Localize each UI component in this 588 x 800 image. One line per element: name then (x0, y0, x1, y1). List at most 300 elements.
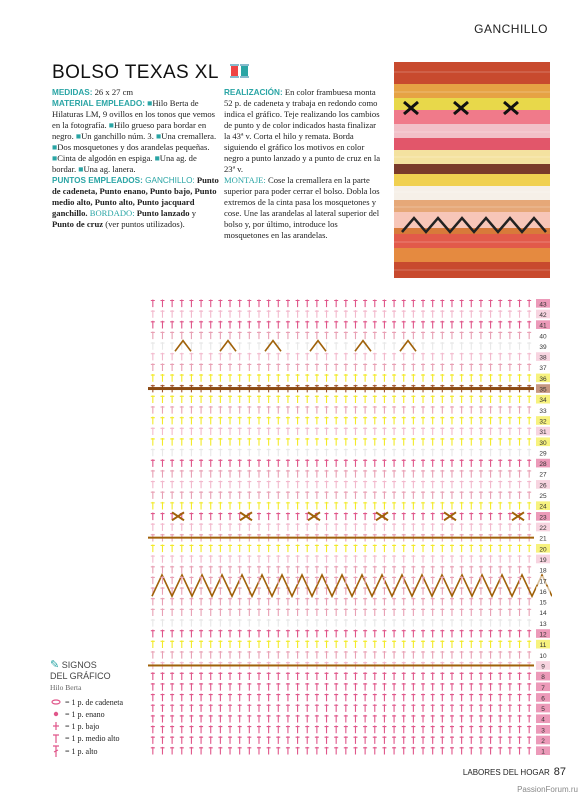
stitch-mark (218, 715, 222, 723)
instructions-column (224, 87, 384, 241)
stitch-mark (421, 694, 425, 702)
stitch-mark (151, 555, 155, 563)
round-number: 31 (539, 429, 547, 437)
stitch-mark (382, 300, 386, 308)
stitch-mark (489, 395, 493, 403)
stitch-mark (392, 715, 396, 723)
stitch-mark (353, 640, 357, 648)
chart-round (151, 299, 550, 308)
stitch-mark (170, 331, 174, 339)
stitch-mark (518, 587, 522, 595)
stitch-mark (199, 726, 203, 734)
stitch-mark (392, 555, 396, 563)
stitch-mark (286, 481, 290, 489)
stitch-mark (508, 747, 512, 755)
stitch-mark (305, 598, 309, 606)
stitch-mark (344, 363, 348, 371)
stitch-mark (479, 363, 483, 371)
stitch-mark (160, 502, 164, 510)
stitch-mark (334, 513, 338, 521)
stitch-mark (257, 427, 261, 435)
stitch-mark (508, 395, 512, 403)
stitch-mark (180, 395, 184, 403)
stitch-mark (527, 704, 531, 712)
stitch-mark (218, 726, 222, 734)
stitch-mark (325, 704, 329, 712)
stitch-mark (257, 481, 261, 489)
stitch-mark (469, 513, 473, 521)
stitch-mark (498, 704, 502, 712)
watermark: PassionForum.ru (517, 785, 578, 794)
stitch-mark (334, 544, 338, 552)
stitch-mark (286, 566, 290, 574)
stitch-mark (527, 395, 531, 403)
stitch-mark (498, 630, 502, 638)
stitch-mark (160, 736, 164, 744)
legend-item-label: = 1 p. enano (65, 710, 105, 719)
stitch-mark (440, 566, 444, 574)
stitch-mark (450, 555, 454, 563)
stitch-mark (199, 630, 203, 638)
material-item: Cinta de algodón en espiga. (57, 153, 153, 163)
stitch-mark (160, 331, 164, 339)
stitch-mark (518, 736, 522, 744)
stitch-mark (498, 459, 502, 467)
stitch-mark (353, 630, 357, 638)
stitch-mark (469, 736, 473, 744)
stitch-mark (479, 438, 483, 446)
stitch-mark (267, 353, 271, 361)
stitch-mark (411, 449, 415, 457)
stitch-mark (334, 321, 338, 329)
round-number: 38 (539, 354, 547, 362)
stitch-mark (151, 523, 155, 531)
stitch-mark (440, 747, 444, 755)
legend-title-1: SIGNOS (61, 660, 97, 670)
stitch-mark (209, 449, 213, 457)
stitch-mark (460, 491, 464, 499)
stitch-mark (180, 363, 184, 371)
stitch-mark (440, 459, 444, 467)
stitch-mark (247, 566, 251, 574)
stitch-mark (267, 523, 271, 531)
stitch-mark (286, 374, 290, 382)
stitch-mark (160, 321, 164, 329)
legend-item-label: = 1 p. de cadeneta (65, 698, 124, 707)
stitch-mark (363, 310, 367, 318)
stitch-mark (228, 449, 232, 457)
stitch-mark (170, 747, 174, 755)
stitch-mark (469, 342, 473, 350)
stitch-mark (353, 417, 357, 425)
stitch-mark (440, 438, 444, 446)
material-item: Una cremallera. (161, 131, 217, 141)
stitch-mark (180, 353, 184, 361)
stitch-mark (411, 513, 415, 521)
stitch-mark (489, 523, 493, 531)
stitch-mark (402, 310, 406, 318)
stitch-mark (189, 630, 193, 638)
stitch-mark (160, 566, 164, 574)
stitch-mark (160, 672, 164, 680)
round-number: 21 (539, 535, 547, 543)
stitch-mark (315, 331, 319, 339)
stitch-mark (431, 672, 435, 680)
stitch-mark (479, 523, 483, 531)
stitch-mark (296, 672, 300, 680)
stitch-mark (411, 406, 415, 414)
stitch-mark (315, 598, 319, 606)
stitch-mark (247, 300, 251, 308)
stitch-mark (489, 310, 493, 318)
stitch-mark (382, 331, 386, 339)
stitch-mark (450, 598, 454, 606)
stitch-mark (325, 598, 329, 606)
stitch-mark (353, 694, 357, 702)
stitch-mark (228, 736, 232, 744)
stitch-mark (286, 736, 290, 744)
stitch-mark (431, 395, 435, 403)
stitch-mark (170, 417, 174, 425)
stitch-mark (276, 300, 280, 308)
stitch-mark (151, 491, 155, 499)
stitch-mark (518, 555, 522, 563)
stitch-mark (170, 374, 174, 382)
stitch-mark (160, 342, 164, 350)
stitch-mark (411, 481, 415, 489)
stitch-mark (160, 544, 164, 552)
stitch-mark (373, 715, 377, 723)
stitch-mark (431, 608, 435, 616)
chart-round (151, 480, 550, 489)
stitch-mark (267, 672, 271, 680)
stitch-mark (508, 342, 512, 350)
stitch-mark (189, 736, 193, 744)
stitch-mark (334, 491, 338, 499)
stitch-mark (431, 438, 435, 446)
stitch-mark (334, 374, 338, 382)
stitch-mark (518, 726, 522, 734)
stitch-mark (199, 715, 203, 723)
stitch-mark (431, 715, 435, 723)
stitch-mark (363, 694, 367, 702)
stitch-mark (305, 331, 309, 339)
stitch-mark (382, 672, 386, 680)
stitch-mark (508, 544, 512, 552)
chart-round (151, 640, 550, 649)
stitch-mark (392, 417, 396, 425)
stitch-mark (344, 300, 348, 308)
stitch-mark (151, 310, 155, 318)
stitch-mark (286, 491, 290, 499)
stitch-mark (411, 417, 415, 425)
stitch-mark (296, 630, 300, 638)
stitch-mark (479, 342, 483, 350)
stitch-mark (498, 736, 502, 744)
stitch-mark (276, 427, 280, 435)
stitch-mark (382, 651, 386, 659)
stitch-mark (334, 300, 338, 308)
stitch-mark (189, 576, 193, 584)
stitch-mark (527, 566, 531, 574)
stitch-mark (199, 353, 203, 361)
stitch-mark (170, 353, 174, 361)
stitch-mark (247, 704, 251, 712)
stitch-mark (325, 502, 329, 510)
stitch-mark (305, 566, 309, 574)
stitch-mark (479, 406, 483, 414)
stitch-mark (267, 704, 271, 712)
stitch-mark (315, 449, 319, 457)
cross-stitch-motif (308, 512, 320, 520)
stitch-mark (363, 417, 367, 425)
stitch-mark (189, 417, 193, 425)
chart-round (151, 374, 550, 383)
stitch-mark (450, 481, 454, 489)
stitch-mark (247, 555, 251, 563)
stitch-mark (392, 331, 396, 339)
stitch-mark (363, 353, 367, 361)
stitch-mark (421, 438, 425, 446)
stitch-mark (508, 523, 512, 531)
stitch-mark (325, 672, 329, 680)
stitch-mark (440, 449, 444, 457)
material-item: Dos mosquetones y dos arandelas pequeñas. (57, 142, 210, 152)
stitch-mark (402, 523, 406, 531)
stitch-mark (353, 619, 357, 627)
stitch-mark (508, 427, 512, 435)
stitch-mark (228, 363, 232, 371)
stitch-mark (257, 566, 261, 574)
stitch-mark (180, 544, 184, 552)
legend-title-2: DEL GRÁFICO (50, 671, 111, 681)
material-item: Una ag. de bordar. (52, 153, 197, 174)
stitch-mark (469, 449, 473, 457)
medidas-label: MEDIDAS: (52, 88, 93, 97)
stitch-mark (238, 374, 242, 382)
stitch-mark (296, 363, 300, 371)
stitch-mark (257, 651, 261, 659)
stitch-mark (344, 427, 348, 435)
stitch-mark (209, 736, 213, 744)
stitch-mark (170, 481, 174, 489)
chart-round (151, 512, 550, 521)
stitch-mark (498, 672, 502, 680)
stitch-mark (305, 310, 309, 318)
stitch-mark (382, 523, 386, 531)
stitch-mark (151, 566, 155, 574)
stitch-mark (334, 608, 338, 616)
stitch-mark (238, 321, 242, 329)
stitch-mark (402, 619, 406, 627)
realizacion-label: REALIZACIÓN: (224, 88, 283, 97)
stitch-mark (170, 726, 174, 734)
stitch-mark (180, 694, 184, 702)
stitch-mark (344, 640, 348, 648)
stitch-mark (469, 672, 473, 680)
stitch-mark (238, 363, 242, 371)
stitch-mark (170, 598, 174, 606)
stitch-mark (440, 481, 444, 489)
stitch-mark (296, 481, 300, 489)
stitch-mark (460, 523, 464, 531)
stitch-mark (296, 544, 300, 552)
round-number: 35 (539, 386, 547, 394)
stitch-mark (479, 566, 483, 574)
stitch-mark (334, 619, 338, 627)
stitch-mark (363, 438, 367, 446)
stitch-mark (199, 342, 203, 350)
round-number: 40 (539, 333, 547, 341)
stitch-mark (431, 470, 435, 478)
stitch-mark (189, 374, 193, 382)
stitch-mark (286, 704, 290, 712)
stitch-mark (392, 459, 396, 467)
stitch-mark (450, 427, 454, 435)
stitch-mark (469, 747, 473, 755)
stitch-mark (315, 651, 319, 659)
stitch-mark (286, 331, 290, 339)
stitch-mark (518, 481, 522, 489)
stitch-mark (218, 331, 222, 339)
stitch-mark (469, 576, 473, 584)
stitch-mark (247, 491, 251, 499)
stitch-mark (518, 598, 522, 606)
stitch-mark (421, 300, 425, 308)
stitch-mark (382, 544, 386, 552)
stitch-mark (411, 353, 415, 361)
stitch-mark (325, 683, 329, 691)
stitch-mark (199, 363, 203, 371)
stitch-mark (363, 459, 367, 467)
stitch-mark (373, 395, 377, 403)
stitch-mark (527, 310, 531, 318)
stitch-mark (392, 640, 396, 648)
stitch-mark (257, 694, 261, 702)
stitch-mark (170, 640, 174, 648)
stitch-mark (460, 704, 464, 712)
stitch-mark (411, 619, 415, 627)
stitch-mark (518, 694, 522, 702)
stitch-mark (382, 363, 386, 371)
stitch-mark (276, 555, 280, 563)
stitch-mark (363, 598, 367, 606)
stitch-mark (460, 694, 464, 702)
stitch-mark (170, 363, 174, 371)
stitch-mark (151, 470, 155, 478)
chart-round (148, 384, 550, 393)
stitch-mark (189, 406, 193, 414)
stitch-mark (305, 363, 309, 371)
stitch-mark (460, 747, 464, 755)
stitch-mark (315, 406, 319, 414)
stitch-mark (411, 374, 415, 382)
stitch-mark (296, 555, 300, 563)
stitch-mark (479, 502, 483, 510)
stitch-mark (180, 672, 184, 680)
stitch-mark (170, 438, 174, 446)
stitch-mark (498, 587, 502, 595)
round-number: 23 (539, 514, 547, 522)
stitch-mark (180, 438, 184, 446)
stitch-mark (199, 683, 203, 691)
stitch-mark (296, 523, 300, 531)
stitch-mark (315, 502, 319, 510)
stitch-mark (450, 544, 454, 552)
stitch-mark (363, 651, 367, 659)
stitch-mark (479, 417, 483, 425)
stitch-mark (209, 395, 213, 403)
stitch-mark (527, 449, 531, 457)
stitch-mark (189, 331, 193, 339)
stitch-mark (325, 417, 329, 425)
chart-round (151, 501, 550, 510)
stitch-mark (315, 438, 319, 446)
stitch-mark (286, 395, 290, 403)
stitch-mark (431, 683, 435, 691)
stitch-mark (344, 544, 348, 552)
stitch-mark (460, 598, 464, 606)
stitch-mark (518, 619, 522, 627)
stitch-mark (238, 491, 242, 499)
chart-round (151, 544, 550, 553)
stitch-mark (421, 417, 425, 425)
stitch-mark (440, 395, 444, 403)
stitch-mark (498, 321, 502, 329)
stitch-mark (199, 544, 203, 552)
stitch-mark (247, 438, 251, 446)
stitch-mark (363, 321, 367, 329)
stitch-mark (498, 523, 502, 531)
stitch-mark (402, 608, 406, 616)
stitch-mark (170, 342, 174, 350)
stitch-mark (296, 736, 300, 744)
stitch-mark (160, 459, 164, 467)
stitch-mark (421, 513, 425, 521)
stitch-mark (363, 481, 367, 489)
stitch-mark (518, 310, 522, 318)
stitch-mark (228, 331, 232, 339)
legend-item (50, 709, 160, 721)
stitch-mark (180, 502, 184, 510)
stitch-mark (238, 300, 242, 308)
stitch-mark (431, 747, 435, 755)
stitch-mark (247, 672, 251, 680)
stitch-mark (257, 619, 261, 627)
stitch-mark (431, 353, 435, 361)
stitch-mark (460, 353, 464, 361)
chart-round (151, 736, 550, 745)
stitch-mark (151, 502, 155, 510)
stitch-mark (440, 321, 444, 329)
stitch-mark (325, 310, 329, 318)
material-item: Hilo grueso para bordar en negro. (52, 120, 207, 141)
stitch-mark (315, 523, 319, 531)
stitch-mark (363, 640, 367, 648)
legend-sub: Hilo Berta (50, 683, 82, 692)
stitch-mark (460, 449, 464, 457)
stitch-mark (392, 513, 396, 521)
round-number: 25 (539, 493, 547, 501)
stitch-mark (518, 300, 522, 308)
stitch-mark (489, 683, 493, 691)
stitch-mark (402, 449, 406, 457)
stitch-mark (151, 544, 155, 552)
stitch-mark (392, 300, 396, 308)
double-crochet-icon (50, 744, 62, 761)
stitch-mark (199, 438, 203, 446)
stitch-mark (247, 619, 251, 627)
